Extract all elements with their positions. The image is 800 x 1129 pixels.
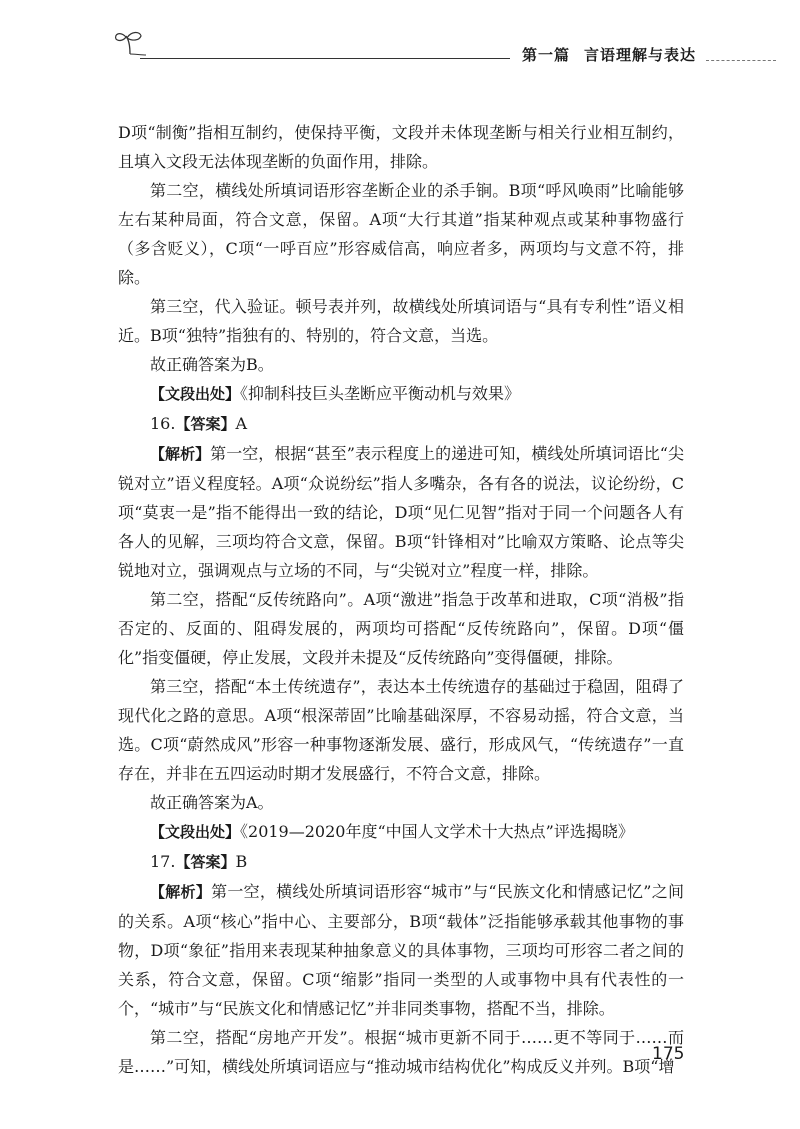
paragraph [118,585,684,672]
section-tag: 【文段出处】 [150,823,241,841]
paragraph [118,292,684,350]
paragraph-text: 《抑制科技巨头垄断应平衡动机与效果》 [240,384,521,403]
question-number: 17. [150,852,176,871]
header-part: 第一篇 [522,46,571,64]
section-tag: 【解析】 [150,445,211,463]
page-number: 175 [652,1044,685,1064]
running-header [0,0,800,80]
paragraph [118,350,684,379]
paragraph-text: 第二空，横线处所填词语形容垄断企业的杀手锏。B项“呼风唤雨”比喻能够左右某种局面，符合文意，保留。A项“大行其道”指某种观点或某种事物盛行（多含贬义），C项“一呼百应”形容威信高，响应者多，两项均与文意不符，排除。 [118,181,684,287]
paragraph-text: 故正确答案为B。 [150,355,274,374]
answer-body [118,118,684,1081]
paragraph-text: 第三空，代入验证。顿号表并列，故横线处所填词语与“具有专利性”语义相近。B项“独特”指独有的、特别的，符合文意，当选。 [118,297,684,345]
header-title [522,44,696,65]
section-tag: 【文段出处】 [150,385,241,403]
paragraph-text: 第一空，根据“甚至”表示程度上的递进可知，横线处所填词语比“尖锐对立”语义程度轻。A项“众说纷纭”指人多嘴杂，各有各的说法，议论纷纷，C项“莫衷一是”指不能得出一致的结论，D项“见仁见智”指对于同一个问题各人有各人的见解，三项均符合文意，保留。B项“针锋相对”比喻双方策略、论点等尖锐地对立，强调观点与立场的不同，与“尖锐对立”程度一样，排除。 [118,444,684,580]
paragraph-text: 第三空，搭配“本土传统遗存”，表达本土传统遗存的基础过于稳固，阻碍了现代化之路的意思。A项“根深蒂固”比喻基础深厚，不容易动摇，符合文意，当选。C项“蔚然成风”形容一种事物逐渐发展、盛行，形成风气，“传统遗存”一直存在，并非在五四运动时期才发展盛行，不符合文意，排除。 [118,677,684,783]
paragraph-text: B [235,852,248,871]
paragraph [118,118,684,176]
paragraph [118,1023,684,1081]
section-tag: 【解析】 [150,883,212,901]
paragraph-text: 第二空，搭配“房地产开发”。根据“城市更新不同于……更不等同于……而是……”可知，横线处所填词语应与“推动城市结构优化”构成反义并列。B项“增 [118,1028,684,1076]
paragraph [118,409,684,439]
paragraph-text: 故正确答案为A。 [150,793,274,812]
paragraph [118,877,684,1023]
header-dash [706,60,776,61]
paragraph-text: 第一空，横线处所填词语形容“城市”与“民族文化和情感记忆”之间的关系。A项“核心”指中心、主要部分，B项“载体”泛指能够承载其他事物的事物，D项“象征”指用来表现某种抽象意义的具体事物，三项均可形容二者之间的关系，符合文意，保留。C项“缩影”指同一类型的人或事物中具有代表性的一个，“城市”与“民族文化和情感记忆”并非同类事物，搭配不当，排除。 [118,882,684,1018]
paragraph [118,379,684,409]
paragraph [118,439,684,585]
section-tag: 【答案】 [175,415,236,433]
question-number: 16. [150,414,176,433]
paragraph-text: 第二空，搭配“反传统路向”。A项“激进”指急于改革和进取，C项“消极”指否定的、反面的、阻碍发展的，两项均可搭配“反传统路向”，保留。D项“僵化”指变僵硬，停止发展，文段并未提及“反传统路向”变得僵硬，排除。 [118,590,684,667]
header-rule [140,58,510,59]
paragraph [118,788,684,817]
section-tag: 【答案】 [175,853,236,871]
paragraph-text: D项“制衡”指相互制约，使保持平衡，文段并未体现垄断与相关行业相互制约，且填入文段无法体现垄断的负面作用，排除。 [118,123,684,171]
paragraph [118,817,684,847]
paragraph [118,176,684,292]
paragraph [118,672,684,788]
sprout-icon [112,28,148,56]
header-section: 言语理解与表达 [584,46,697,64]
paragraph-text: A [235,414,248,433]
paragraph [118,847,684,877]
paragraph-text: 《2019—2020年度“中国人文学术十大热点”评选揭晓》 [240,822,634,841]
